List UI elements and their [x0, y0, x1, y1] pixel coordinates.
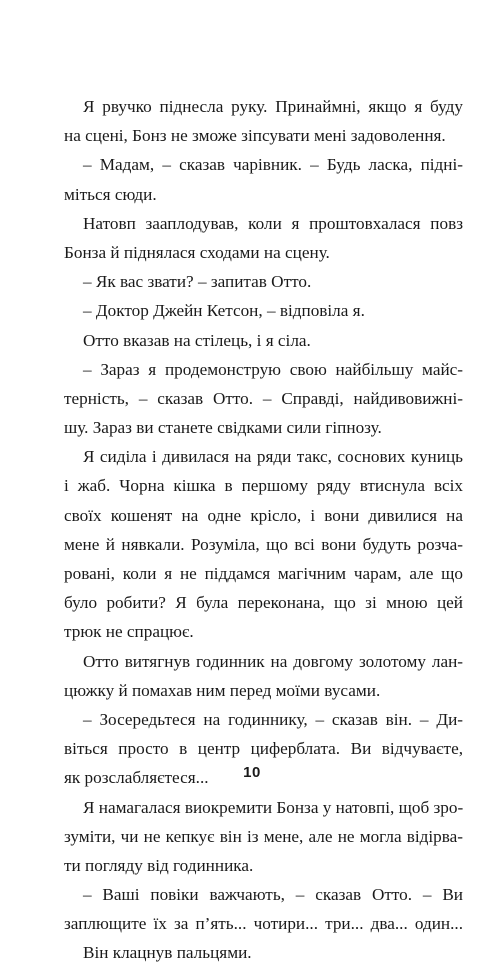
text-line: було робити? Я була переконана, що зі мною цей — [64, 593, 463, 613]
text-line: мене й нявкали. Розуміла, що всі вони будуть розча- — [64, 534, 463, 554]
text-line: – Мадам, – сказав чарівник. – Будь ласка, підні- — [83, 155, 463, 175]
text-line: зуміти, чи не кепкує він із мене, але не могла відірва- — [64, 826, 463, 846]
text-line: цюжку й помахав ним перед моїми вусами. — [64, 680, 381, 700]
text-line: ровані, коли я не піддамся магічним чарам, але що — [64, 564, 463, 583]
text-line: міться сюди. — [64, 184, 157, 204]
text-line: на сцені, Бонз не зможе зіпсувати мені задоволення. — [64, 126, 446, 146]
text-line: Бонза й піднялася сходами на сцену. — [64, 242, 330, 262]
text-line: ти погляду від годинника. — [64, 855, 254, 875]
text-line: терність, – сказав Отто. – Справді, найдивовижні- — [64, 388, 463, 408]
text-line: – Як вас звати? – запитав Отто. — [83, 272, 312, 292]
text-line: Натовп зааплодував, коли я проштовхалася повз — [83, 213, 463, 233]
text-line: як розслабляєтеся... — [64, 768, 209, 788]
text-line: Я рвучко піднесла руку. Принаймні, якщо я буду — [83, 97, 463, 116]
page-number: 10 — [243, 764, 261, 781]
page-body-text — [64, 92, 463, 968]
text-line: віться просто в центр циферблата. Ви відчуваєте, — [64, 739, 463, 759]
text-line: – Доктор Джейн Кетсон, – відповіла я. — [83, 301, 365, 321]
text-line: – Ваші повіки важчають, – сказав Отто. – Ви — [83, 885, 463, 905]
text-line: трюк не спрацює. — [64, 622, 194, 642]
text-line: – Зосередьтеся на годиннику, – сказав він. – Ди- — [83, 709, 463, 729]
text-line: заплющите їх за п’ять... чотири... три... два... один... — [64, 914, 463, 934]
text-line: Я сиділа і дивилася на ряди такс, соснових куниць — [83, 447, 463, 467]
text-line: Я намагалася виокремити Бонза у натовпі, щоб зро- — [83, 797, 464, 817]
text-line: Отто вказав на стілець, і я сіла. — [83, 330, 311, 350]
text-line: своїх кошенят на одне крісло, і вони дивилися на — [64, 505, 463, 525]
text-line: Він клацнув пальцями. — [83, 943, 252, 963]
text-line: і жаб. Чорна кішка в першому ряду втиснула всіх — [64, 476, 463, 496]
text-line: Отто витягнув годинник на довгому золотому лан- — [83, 651, 463, 671]
text-line: шу. Зараз ви станете свідками сили гіпнозу. — [64, 418, 382, 438]
text-line: – Зараз я продемонструю свою найбільшу майс- — [83, 359, 463, 379]
